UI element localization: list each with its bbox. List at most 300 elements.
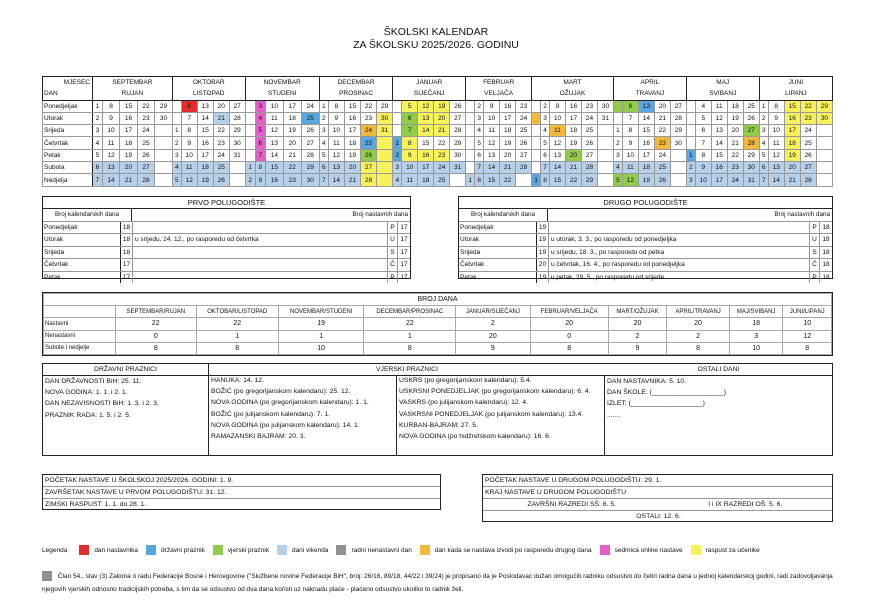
calendar-day-cell: 28 — [137, 174, 154, 186]
calendar-day-cell: 20 — [213, 100, 229, 112]
calendar-day-row — [43, 149, 833, 161]
legend-item-label: sedmica online nastave — [614, 546, 683, 554]
other-day-item: DAN NASTAVNIKA: 5. 10. — [607, 378, 687, 385]
calendar-day-cell: 19 — [283, 125, 301, 137]
religious-holiday-item: BOŽIĆ (po julijanskom kalendaru): 7. 1. — [211, 410, 330, 418]
days-count-value: 8 — [364, 342, 456, 354]
calendar-day-cell: 22 — [654, 125, 670, 137]
calendar-day-cell: 23 — [361, 112, 377, 124]
calendar-day-cell: 13 — [711, 125, 727, 137]
final-grades-ss: ZAVRŠNI RAZREDI SŠ: 6. 5. — [527, 501, 617, 508]
days-count-value: 10 — [729, 342, 783, 354]
calendar-day-cell: 20 — [120, 162, 137, 174]
calendar-day-cell — [516, 174, 532, 186]
calendar-day-cell — [466, 162, 475, 174]
calendar-day-cell: 30 — [377, 112, 393, 124]
calendar-day-cell: 27 — [743, 125, 759, 137]
calendar-day-cell: 17 — [283, 100, 301, 112]
religious-holiday-item: HANUKA: 14. 12. — [211, 377, 264, 384]
calendar-day-cell: 17 — [344, 125, 360, 137]
calendar-day-cell: 25 — [301, 112, 319, 124]
calendar-day-cell — [229, 162, 245, 174]
calendar-day-cell: 14 — [484, 162, 500, 174]
calendar-day-cell: 29 — [229, 125, 245, 137]
month-name: NOVEMBAR — [245, 77, 319, 89]
calendar-day-cell: 15 — [711, 149, 727, 161]
calendar-day-cell: 12 — [768, 149, 784, 161]
calendar-day-cell — [245, 100, 255, 112]
calendar-day-cell — [245, 137, 255, 149]
calendar-day-cell: 13 — [418, 112, 434, 124]
month-name-alt: STUDENI — [245, 88, 319, 100]
calendar-day-cell: 23 — [213, 137, 229, 149]
calendar-day-cell: 24 — [361, 125, 377, 137]
days-count-value: 20 — [530, 318, 608, 330]
first-half-row — [43, 234, 410, 247]
teaching-days-count: 17 — [397, 272, 410, 284]
state-holiday-item: NOVA GODINA: 1. 1. i 2. 1. — [45, 389, 128, 397]
calendar-day-cell: 3 — [93, 125, 103, 137]
calendar-day-cell: 11 — [550, 125, 566, 137]
calendar-day-cell — [466, 112, 475, 124]
calendar-day-cell: 31 — [450, 162, 466, 174]
calendar-day-cell: 18 — [197, 162, 213, 174]
calendar-day-cell: 6 — [541, 149, 550, 161]
first-half-row — [43, 247, 410, 260]
second-half-title: DRUGO POLUGODIŠTE — [459, 197, 832, 209]
calendar-day-cell: 16 — [638, 137, 654, 149]
month-name-alt: OŽUJAK — [532, 88, 614, 100]
other-days-title: OSTALI DANI — [605, 364, 832, 376]
calendar-day-cell: 18 — [283, 112, 301, 124]
days-count-value: 22 — [116, 318, 197, 330]
calendar-day-row — [43, 137, 833, 149]
row-note: u utorak, 3. 3., po rasporedu od ponedjeljka — [551, 236, 677, 243]
calendar-day-cell: 2 — [475, 100, 484, 112]
calendar-day-cell: 20 — [500, 149, 516, 161]
calendar-day-cell: 23 — [581, 100, 597, 112]
calendar-day-cell: 23 — [800, 112, 816, 124]
calendar-day-cell: 10 — [328, 125, 344, 137]
calendar-day-cell: 4 — [759, 137, 768, 149]
month-name: OKTOBAR — [172, 77, 245, 89]
calendar-day-cell: 6 — [622, 100, 638, 112]
calendar-day-cell: 30 — [229, 137, 245, 149]
calendar-day-cell: 16 — [711, 162, 727, 174]
calendar-day-cell: 15 — [197, 125, 213, 137]
month-name: JUNI — [759, 77, 832, 89]
teaching-days-count: 18 — [819, 234, 832, 246]
calendar-day-cell: 20 — [654, 100, 670, 112]
calendar-days-count: 18 — [121, 222, 133, 234]
calendar-day-cell: 29 — [377, 100, 393, 112]
calendar-day-cell: 6 — [319, 162, 328, 174]
legend-label: Legenda — [42, 546, 68, 554]
calendar-day-cell — [532, 162, 541, 174]
days-count-row — [44, 342, 832, 354]
calendar-day-cell: 18 — [120, 137, 137, 149]
calendar-day-cell: 14 — [265, 149, 283, 161]
days-count-value: 8 — [116, 342, 197, 354]
calendar-day-cell: 8 — [768, 100, 784, 112]
calendar-day-cell: 16 — [418, 149, 434, 161]
dates-final-grades — [483, 499, 832, 511]
calendar-day-cell — [686, 137, 695, 149]
calendar-day-cell — [686, 100, 695, 112]
calendar-day-row — [43, 100, 833, 112]
legend-item-label: vjerski praznik — [227, 546, 269, 554]
calendar-day-cell: 21 — [784, 174, 800, 186]
calendar-day-cell: 21 — [120, 174, 137, 186]
calendar-day-row — [43, 112, 833, 124]
calendar-day-cell — [245, 149, 255, 161]
calendar-day-cell: 2 — [319, 112, 328, 124]
holidays-panel — [42, 363, 833, 456]
calendar-day-cell: 3 — [613, 149, 622, 161]
calendar-day-cell: 27 — [137, 162, 154, 174]
row-note — [133, 222, 387, 234]
days-count-value: 20 — [667, 318, 730, 330]
days-count-label: Nastavni — [44, 318, 116, 330]
row-note: u četvrtak, 16. 4., po rasporedu od ponedjeljka — [551, 261, 685, 268]
month-name: MAJ — [686, 77, 759, 89]
calendar-day-cell: 28 — [229, 112, 245, 124]
calendar-day-cell — [245, 125, 255, 137]
calendar-day-cell: 10 — [550, 112, 566, 124]
calendar-day-cell: 5 — [255, 125, 265, 137]
state-holidays-title: DRŽAVNI PRAZNICI — [43, 364, 208, 376]
calendar-day-cell: 8 — [328, 100, 344, 112]
other-day-item: IZLET: (___________________) — [607, 400, 705, 408]
calendar-day-cell: 31 — [377, 125, 393, 137]
calendar-day-cell: 16 — [265, 174, 283, 186]
day-letter: Č — [387, 259, 397, 271]
calendar-day-cell: 12 — [418, 100, 434, 112]
day-label: Utorak — [43, 234, 121, 246]
days-count-row — [44, 330, 832, 342]
first-half-header-left: Broj kalendarskih dana — [43, 209, 132, 221]
dates-others: OSTALI: 12. 6. — [636, 513, 681, 520]
calendar-day-cell — [532, 100, 541, 112]
calendar-day-cell: 19 — [434, 100, 450, 112]
calendar-day-cell — [532, 137, 541, 149]
calendar-day-cell: 7 — [622, 112, 638, 124]
calendar-day-cell: 19 — [565, 137, 581, 149]
calendar-day-cell: 26 — [743, 112, 759, 124]
calendar-days-count: 20 — [537, 259, 549, 271]
calendar-day-cell: 16 — [784, 112, 800, 124]
footnote-gray-swatch — [42, 571, 52, 581]
second-half-header-right: Broj nastavnih dana — [774, 211, 830, 218]
school-date-item: ZAVRŠETAK NASTAVE U PRVOM POLUGODIŠTU: 31. 12. — [43, 487, 440, 499]
days-count-label: Subote i nedjelje — [44, 342, 116, 354]
calendar-day-cell: 21 — [344, 174, 360, 186]
days-count-label: Nenastavni — [44, 330, 116, 342]
calendar-day-cell: 23 — [727, 162, 743, 174]
days-count-value: 22 — [196, 318, 278, 330]
calendar-day-cell: 7 — [695, 137, 711, 149]
calendar-day-cell: 29 — [301, 162, 319, 174]
calendar-day-cell — [393, 125, 402, 137]
second-half-row — [459, 272, 832, 284]
calendar-day-cell: 24 — [516, 112, 532, 124]
second-half-row — [459, 259, 832, 272]
calendar-day-cell: 20 — [727, 125, 743, 137]
calendar-day-cell: 27 — [800, 162, 816, 174]
calendar-day-cell: 10 — [181, 149, 197, 161]
day-name: Nedjelja — [43, 174, 93, 186]
calendar-day-cell: 26 — [137, 149, 154, 161]
calendar-day-cell — [816, 174, 832, 186]
calendar-day-cell: 10 — [102, 125, 119, 137]
month-name-alt: PROSINAC — [319, 88, 392, 100]
calendar-day-cell: 29 — [670, 125, 686, 137]
calendar-days-count: 19 — [537, 247, 549, 259]
calendar-day-cell: 17 — [500, 112, 516, 124]
calendar-day-cell: 29 — [743, 149, 759, 161]
calendar-day-cell — [245, 112, 255, 124]
calendar-day-cell: 8 — [541, 174, 550, 186]
calendar-day-cell: 19 — [197, 174, 213, 186]
calendar-day-cell: 27 — [516, 149, 532, 161]
days-count-value: 19 — [278, 318, 364, 330]
calendar-day-cell — [613, 100, 622, 112]
calendar-day-cell: 28 — [450, 125, 466, 137]
days-count-value: 22 — [364, 318, 456, 330]
calendar-day-cell: 19 — [638, 174, 654, 186]
calendar-day-cell: 4 — [93, 137, 103, 149]
calendar-day-cell — [532, 149, 541, 161]
days-count-value: 1 — [364, 330, 456, 342]
calendar-day-cell: 26 — [213, 174, 229, 186]
month-name-alt: LISTOPAD — [172, 88, 245, 100]
days-count-value: 1 — [278, 330, 364, 342]
calendar-day-cell: 31 — [597, 112, 613, 124]
calendar-day-cell: 19 — [727, 112, 743, 124]
days-count-corner — [44, 306, 116, 318]
calendar-day-cell: 9 — [402, 149, 418, 161]
calendar-day-cell: 27 — [361, 162, 377, 174]
calendar-day-cell: 11 — [102, 137, 119, 149]
calendar-day-cell: 16 — [120, 112, 137, 124]
calendar-day-cell: 12 — [550, 137, 566, 149]
second-half-row — [459, 222, 832, 235]
calendar-day-cell — [393, 112, 402, 124]
calendar-day-cell — [613, 112, 622, 124]
calendar-day-cell: 18 — [784, 137, 800, 149]
calendar-day-cell: 21 — [654, 112, 670, 124]
calendar-day-cell: 26 — [581, 137, 597, 149]
calendar-day-cell: 24 — [434, 162, 450, 174]
second-half-header — [459, 209, 832, 222]
row-note — [133, 272, 387, 284]
dates-right-panel — [482, 474, 833, 522]
calendar-day-cell: 28 — [361, 174, 377, 186]
calendar-day-cell: 1 — [172, 125, 181, 137]
calendar-day-cell: 28 — [800, 174, 816, 186]
calendar-day-cell: 29 — [816, 100, 832, 112]
calendar-day-cell: 7 — [255, 149, 265, 161]
calendar-day-cell — [155, 149, 173, 161]
calendar-day-cell — [816, 125, 832, 137]
day-letter: P — [809, 272, 819, 284]
calendar-day-cell: 24 — [581, 112, 597, 124]
calendar-day-cell: 5 — [93, 149, 103, 161]
legend-item-label: državni praznik — [161, 546, 205, 554]
legend-swatch-magenta — [600, 545, 610, 555]
calendar-day-cell: 2 — [541, 100, 550, 112]
teaching-days-count: 18 — [819, 247, 832, 259]
calendar-day-cell — [670, 162, 686, 174]
day-label: Četvrtak — [459, 259, 537, 271]
calendar-day-cell: 14 — [102, 174, 119, 186]
calendar-day-cell: 11 — [622, 162, 638, 174]
calendar-day-cell: 14 — [638, 112, 654, 124]
calendar-day-cell: 20 — [565, 149, 581, 161]
school-date-item: ZIMSKI RASPUST: 1. 1. do 28. 1. — [45, 501, 147, 508]
first-half-panel — [42, 196, 411, 279]
calendar-day-cell — [532, 112, 541, 124]
state-holiday-item: PRAZNIK RADA: 1. 5. i 2. 5. — [45, 411, 131, 419]
teaching-days-count: 17 — [397, 222, 410, 234]
calendar-day-cell: 25 — [654, 162, 670, 174]
calendar-day-cell — [532, 125, 541, 137]
calendar-days-count: 17 — [121, 272, 133, 284]
calendar-day-cell: 3 — [172, 149, 181, 161]
calendar-day-cell: 1 — [532, 174, 541, 186]
calendar-days-count: 17 — [121, 259, 133, 271]
days-count-value: 2 — [456, 318, 530, 330]
calendar-day-cell — [377, 174, 393, 186]
calendar-day-cell: 6 — [695, 125, 711, 137]
days-count-row — [44, 318, 832, 330]
calendar-day-cell: 28 — [743, 137, 759, 149]
calendar-day-cell: 8 — [255, 162, 265, 174]
days-count-value: 9 — [608, 342, 666, 354]
calendar-day-cell: 8 — [695, 149, 711, 161]
calendar-day-cell: 15 — [484, 174, 500, 186]
row-note: u srijedu, 18. 3., po rasporedu od petka — [551, 248, 665, 256]
first-half-title: PRVO POLUGODIŠTE — [43, 197, 410, 209]
calendar-day-cell: 3 — [475, 112, 484, 124]
calendar-day-cell: 11 — [328, 137, 344, 149]
calendar-day-cell: 17 — [418, 162, 434, 174]
footnote — [42, 570, 842, 596]
calendar-day-cell: 15 — [550, 174, 566, 186]
calendar-day-cell: 17 — [565, 112, 581, 124]
calendar-day-cell: 23 — [516, 100, 532, 112]
calendar-day-cell: 25 — [743, 100, 759, 112]
calendar-day-cell: 7 — [93, 174, 103, 186]
calendar-day-cell: 12 — [102, 149, 119, 161]
calendar-day-cell: 19 — [784, 149, 800, 161]
calendar-day-cell: 25 — [137, 137, 154, 149]
legend-item-label: dan kada se nastava izvodi po rasporedu drugog dana — [434, 546, 592, 554]
calendar-day-cell: 26 — [301, 125, 319, 137]
calendar-day-cell: 29 — [450, 137, 466, 149]
calendar-day-cell: 1 — [759, 100, 768, 112]
calendar-day-cell: 22 — [213, 125, 229, 137]
calendar-day-cell — [155, 137, 173, 149]
month-name: JANUAR — [393, 77, 466, 89]
calendar-day-cell: 22 — [800, 100, 816, 112]
teaching-days-count: 17 — [397, 259, 410, 271]
calendar-day-cell — [466, 137, 475, 149]
calendar-day-cell: 29 — [155, 100, 173, 112]
calendar-day-cell: 12 — [711, 112, 727, 124]
month-name: APRIL — [613, 77, 686, 89]
calendar-days-count: 19 — [537, 222, 549, 234]
calendar-day-cell: 17 — [197, 149, 213, 161]
calendar-day-cell: 8 — [102, 100, 119, 112]
calendar-day-cell: 17 — [711, 174, 727, 186]
calendar-day-cell: 7 — [475, 162, 484, 174]
days-count-value: 8 — [196, 342, 278, 354]
calendar-day-cell: 13 — [102, 162, 119, 174]
days-count-month: MART/OŽUJAK — [608, 306, 666, 318]
calendar-day-cell: 6 — [475, 149, 484, 161]
calendar-day-row — [43, 125, 833, 137]
calendar-day-cell: 17 — [638, 149, 654, 161]
calendar-day-cell: 12 — [328, 149, 344, 161]
other-day-item: ....... — [607, 411, 621, 419]
calendar-header-row-1 — [43, 77, 833, 89]
days-count-month: OKTOBAR/LISTOPAD — [196, 306, 278, 318]
calendar-day-cell: 18 — [727, 100, 743, 112]
calendar-day-cell: 18 — [638, 162, 654, 174]
days-count-month: NOVEMBAR/STUDENI — [278, 306, 364, 318]
calendar-day-cell: 23 — [654, 137, 670, 149]
legend-swatch-yellow — [691, 545, 701, 555]
days-count-value: 12 — [783, 330, 832, 342]
calendar-day-cell: 11 — [484, 125, 500, 137]
day-label: Utorak — [459, 234, 537, 246]
calendar-day-cell: 6 — [402, 112, 418, 124]
calendar-day-cell: 1 — [686, 149, 695, 161]
calendar-day-cell — [172, 100, 181, 112]
calendar-day-cell — [597, 125, 613, 137]
day-label: Četvrtak — [43, 259, 121, 271]
calendar-day-cell: 18 — [344, 137, 360, 149]
day-name: Utorak — [43, 112, 93, 124]
calendar-days-count: 19 — [537, 234, 549, 246]
other-days-column — [605, 364, 832, 455]
calendar-day-cell: 22 — [500, 174, 516, 186]
calendar-day-cell: 4 — [475, 125, 484, 137]
calendar-day-cell — [377, 149, 393, 161]
calendar-day-cell: 30 — [743, 162, 759, 174]
calendar-day-cell: 25 — [361, 137, 377, 149]
calendar-day-cell: 5 — [759, 149, 768, 161]
calendar-day-cell: 24 — [727, 174, 743, 186]
days-count-value: 20 — [608, 318, 666, 330]
calendar-day-cell: 7 — [541, 162, 550, 174]
days-count-value: 10 — [783, 318, 832, 330]
day-label: Petak — [459, 272, 537, 284]
first-half-header — [43, 209, 410, 222]
calendar-day-cell: 13 — [484, 149, 500, 161]
religious-holidays-title: VJERSKI PRAZNICI — [209, 364, 605, 376]
days-count-value: 8 — [783, 342, 832, 354]
calendar-day-cell — [816, 162, 832, 174]
calendar-days-count: 18 — [121, 247, 133, 259]
calendar-day-cell: 8 — [475, 174, 484, 186]
calendar-day-cell — [393, 100, 402, 112]
calendar-day-cell: 12 — [181, 174, 197, 186]
legend-swatch-red — [79, 545, 89, 555]
calendar-day-cell: 6 — [93, 162, 103, 174]
row-note: u petak, 29. 5., po rasporedu od srijede — [551, 273, 665, 281]
